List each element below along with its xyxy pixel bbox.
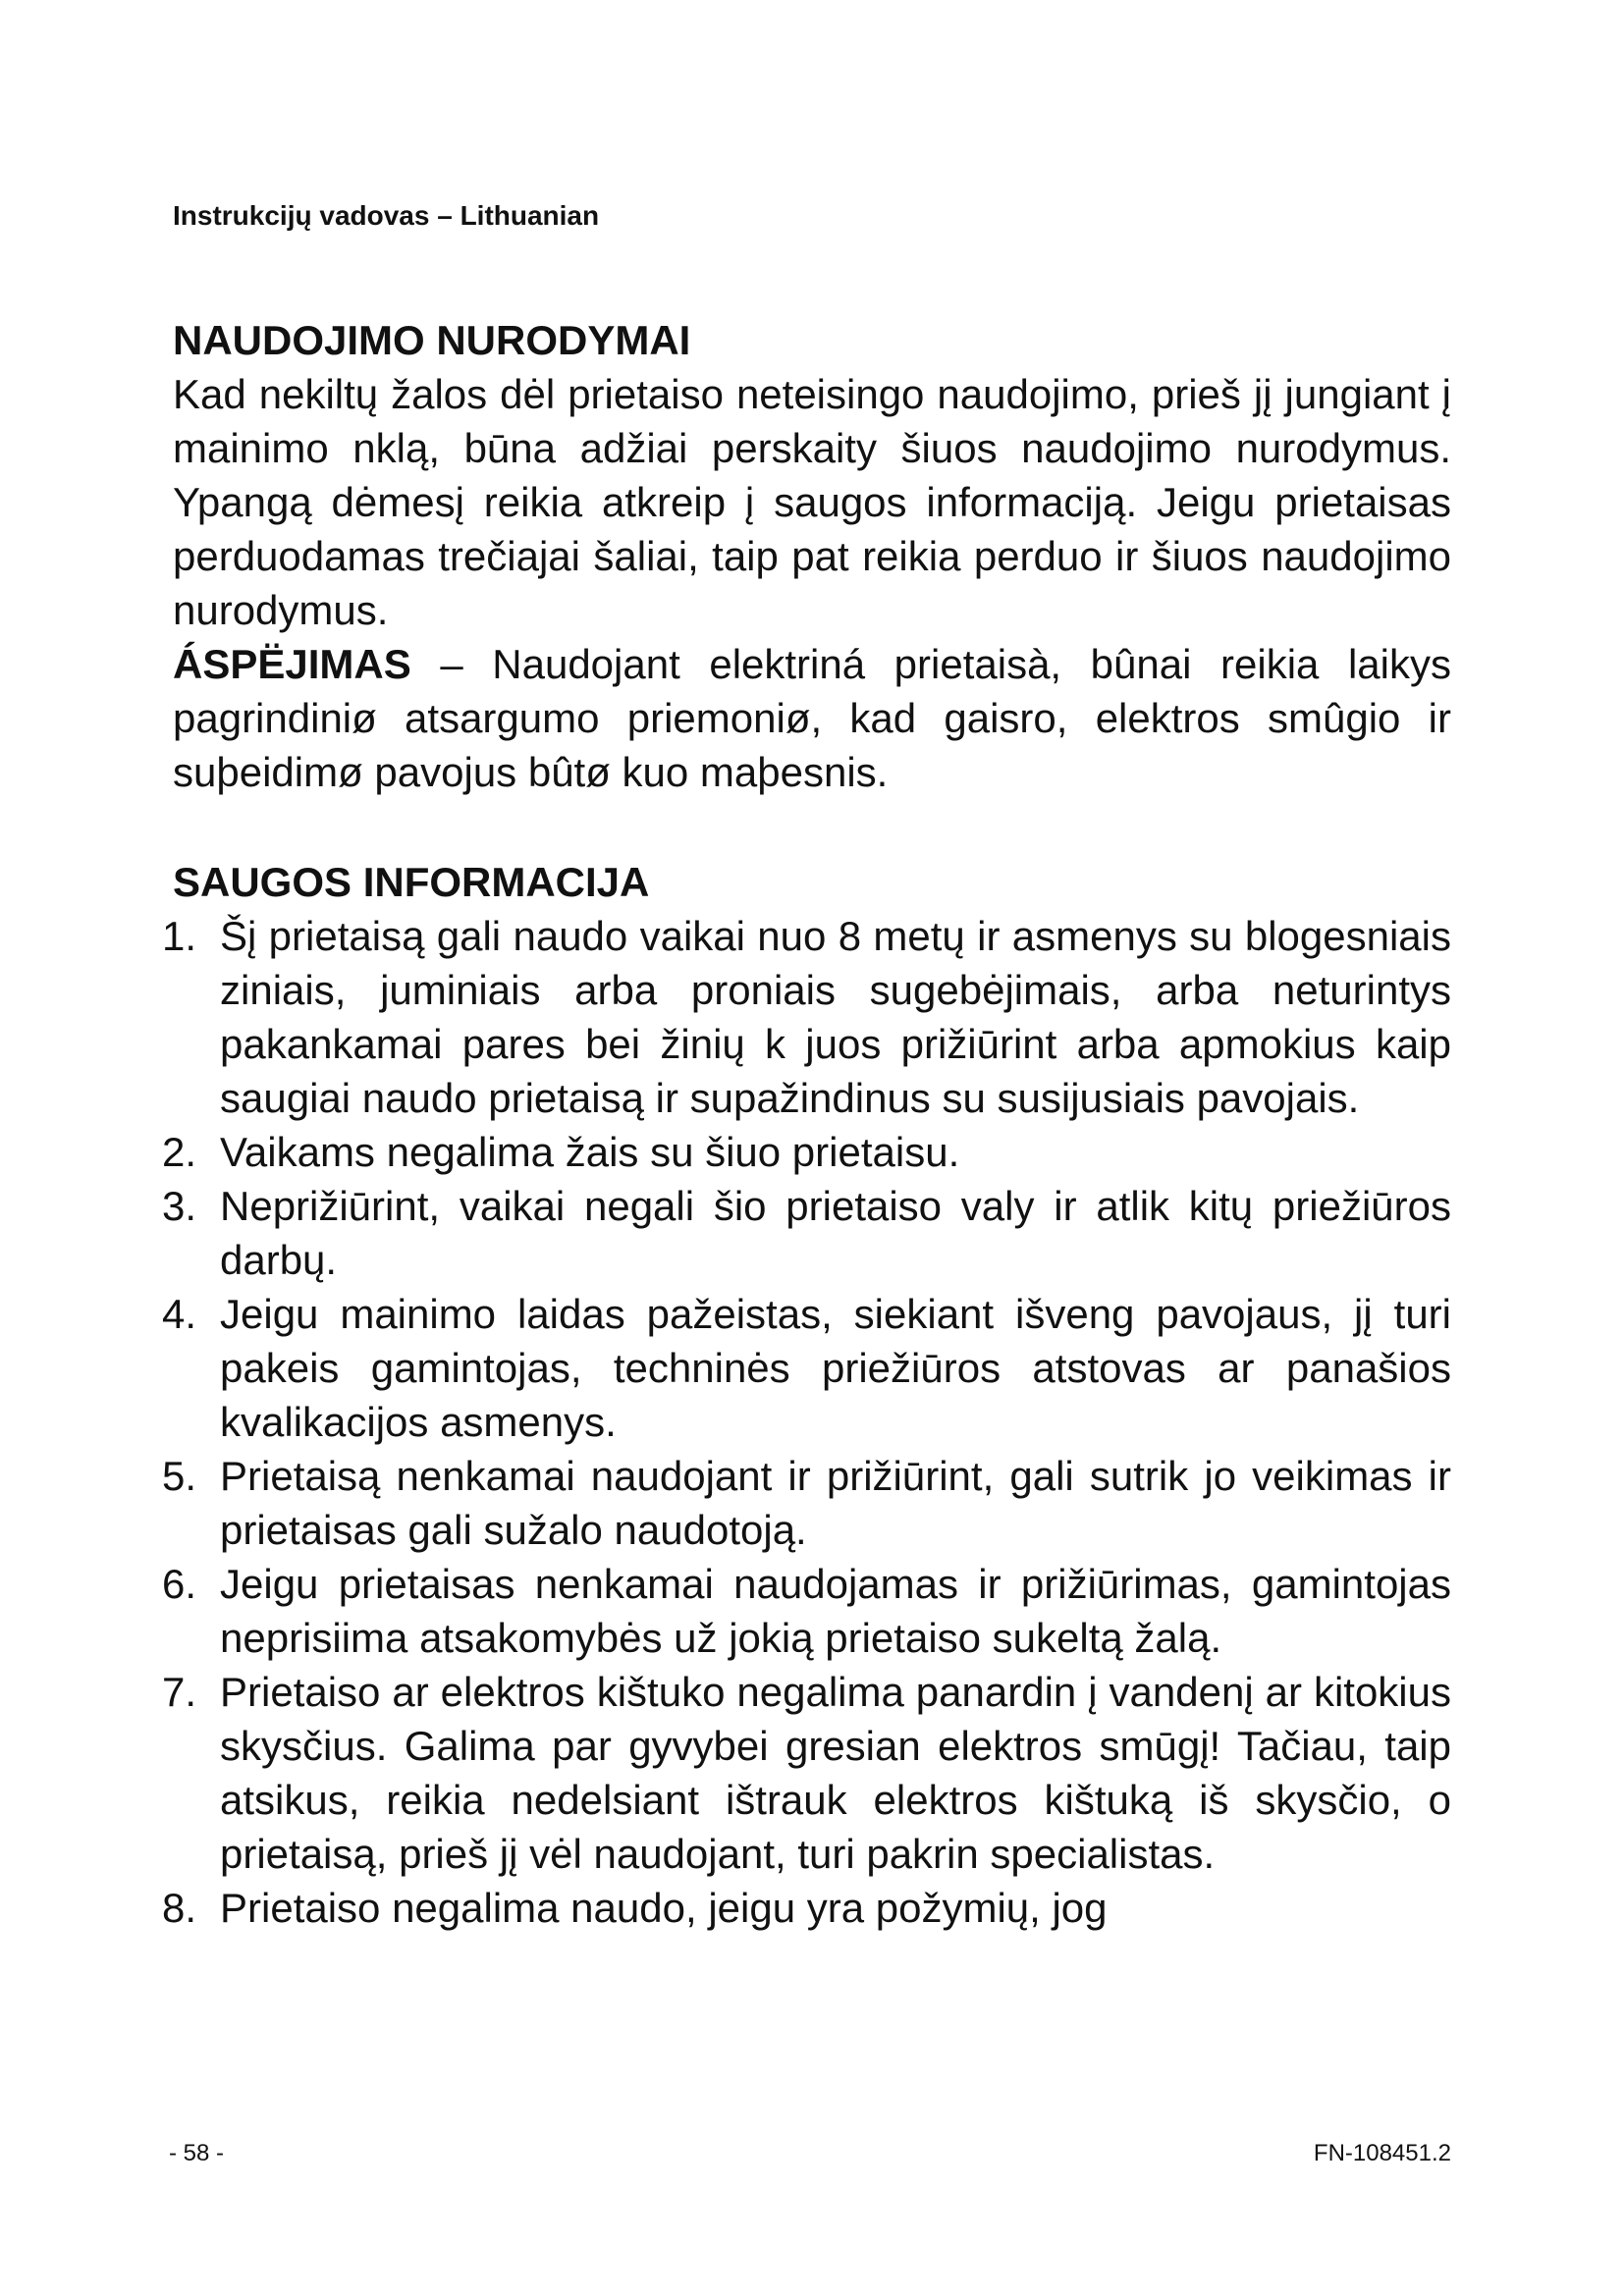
list-item	[161, 1179, 1451, 1287]
usage-title: NAUDOJIMO NURODYMAI	[173, 317, 691, 363]
list-number: 8.	[161, 1885, 196, 1931]
list-number: 7.	[161, 1669, 196, 1715]
list-item	[161, 1287, 1451, 1449]
list-text: Jeigu prietaisas nenkamai naudojamas ir prižiūrimas, gamintojas neprisiima atsakomybės už jokią prietaiso sukeltą žalą.	[220, 1561, 1451, 1661]
list-text: Vaikams negalima žais su šiuo prietaisu.	[220, 1129, 960, 1175]
document-code: FN-108451.2	[1313, 2140, 1451, 2166]
usage-paragraph	[173, 367, 1451, 799]
list-text: Prietaiso ar elektros kištuko negalima panardin į vandenį ar kitokius skysčius. Galima par gyvybei gresian elektros smūgį! Tačiau, taip atsikus, reikia nedelsiant ištrauk elektros kištuką iš skysčio, o prietaisą, prieš jį vėl naudojant, turi pakrin specialistas.	[220, 1669, 1451, 1877]
list-text: Jeigu mainimo laidas pažeistas, siekiant išveng pavojaus, jį turi pakeis gamintojas, techninės priežiūros atstovas ar panašios kvalikacijos asmenys.	[220, 1291, 1451, 1445]
list-number: 1.	[161, 913, 196, 959]
list-number: 2.	[161, 1129, 196, 1175]
list-item	[161, 1881, 1451, 1935]
list-number: 6.	[161, 1561, 196, 1607]
safety-list	[161, 909, 1451, 1935]
list-text: Neprižiūrint, vaikai negali šio prietaiso valy ir atlik kitų priežiūros darbų.	[220, 1183, 1451, 1283]
page-header: Instrukcijų vadovas – Lithuanian	[173, 200, 600, 231]
list-text: Šį prietaisą gali naudo vaikai nuo 8 metų ir asmenys su blogesniais ziniais, juminiais arba proniais sugebėjimais, arba neturintys pakankamai pares bei žinių k juos prižiūrint arba apmokius kaip saugiai naudo prietaisą ir supažindinus su susijusiais pavojais.	[220, 913, 1451, 1121]
list-text: Prietaiso negalima naudo, jeigu yra požymių, jog	[220, 1885, 1108, 1931]
warning-text: – Naudojant elektriná prietaisà, bûnai reikia laikys pagrindiniø atsargumo priemoniø, kad gaisro, elektros smûgio ir suþeidimø pavojus bûtø kuo maþesnis.	[173, 641, 1451, 795]
list-item	[161, 1557, 1451, 1665]
safety-title: SAUGOS INFORMACIJA	[173, 859, 650, 905]
list-text: Prietaisą nenkamai naudojant ir prižiūrint, gali sutrik jo veikimas ir prietaisas gali sužalo naudotoją.	[220, 1453, 1451, 1553]
list-number: 5.	[161, 1453, 196, 1499]
list-number: 3.	[161, 1183, 196, 1229]
list-item	[161, 1449, 1451, 1557]
list-item	[161, 909, 1451, 1125]
warning-label: ÁSPËJIMAS	[173, 641, 411, 687]
page-number: - 58 -	[169, 2140, 225, 2166]
usage-text: Kad nekiltų žalos dėl prietaiso neteisingo naudojimo, prieš jį jungiant į mainimo nklą, būna adžiai perskaity šiuos naudojimo nurodymus. Ypangą dėmesį reikia atkreip į saugos informaciją. Jeigu prietaisas perduodamas trečiajai šaliai, taip pat reikia perduo ir šiuos naudojimo nurodymus.	[173, 371, 1451, 633]
section-gap	[173, 799, 1451, 856]
list-item	[161, 1125, 1451, 1179]
document-body	[161, 314, 1451, 1935]
list-number: 4.	[161, 1291, 196, 1337]
list-item	[161, 1665, 1451, 1881]
